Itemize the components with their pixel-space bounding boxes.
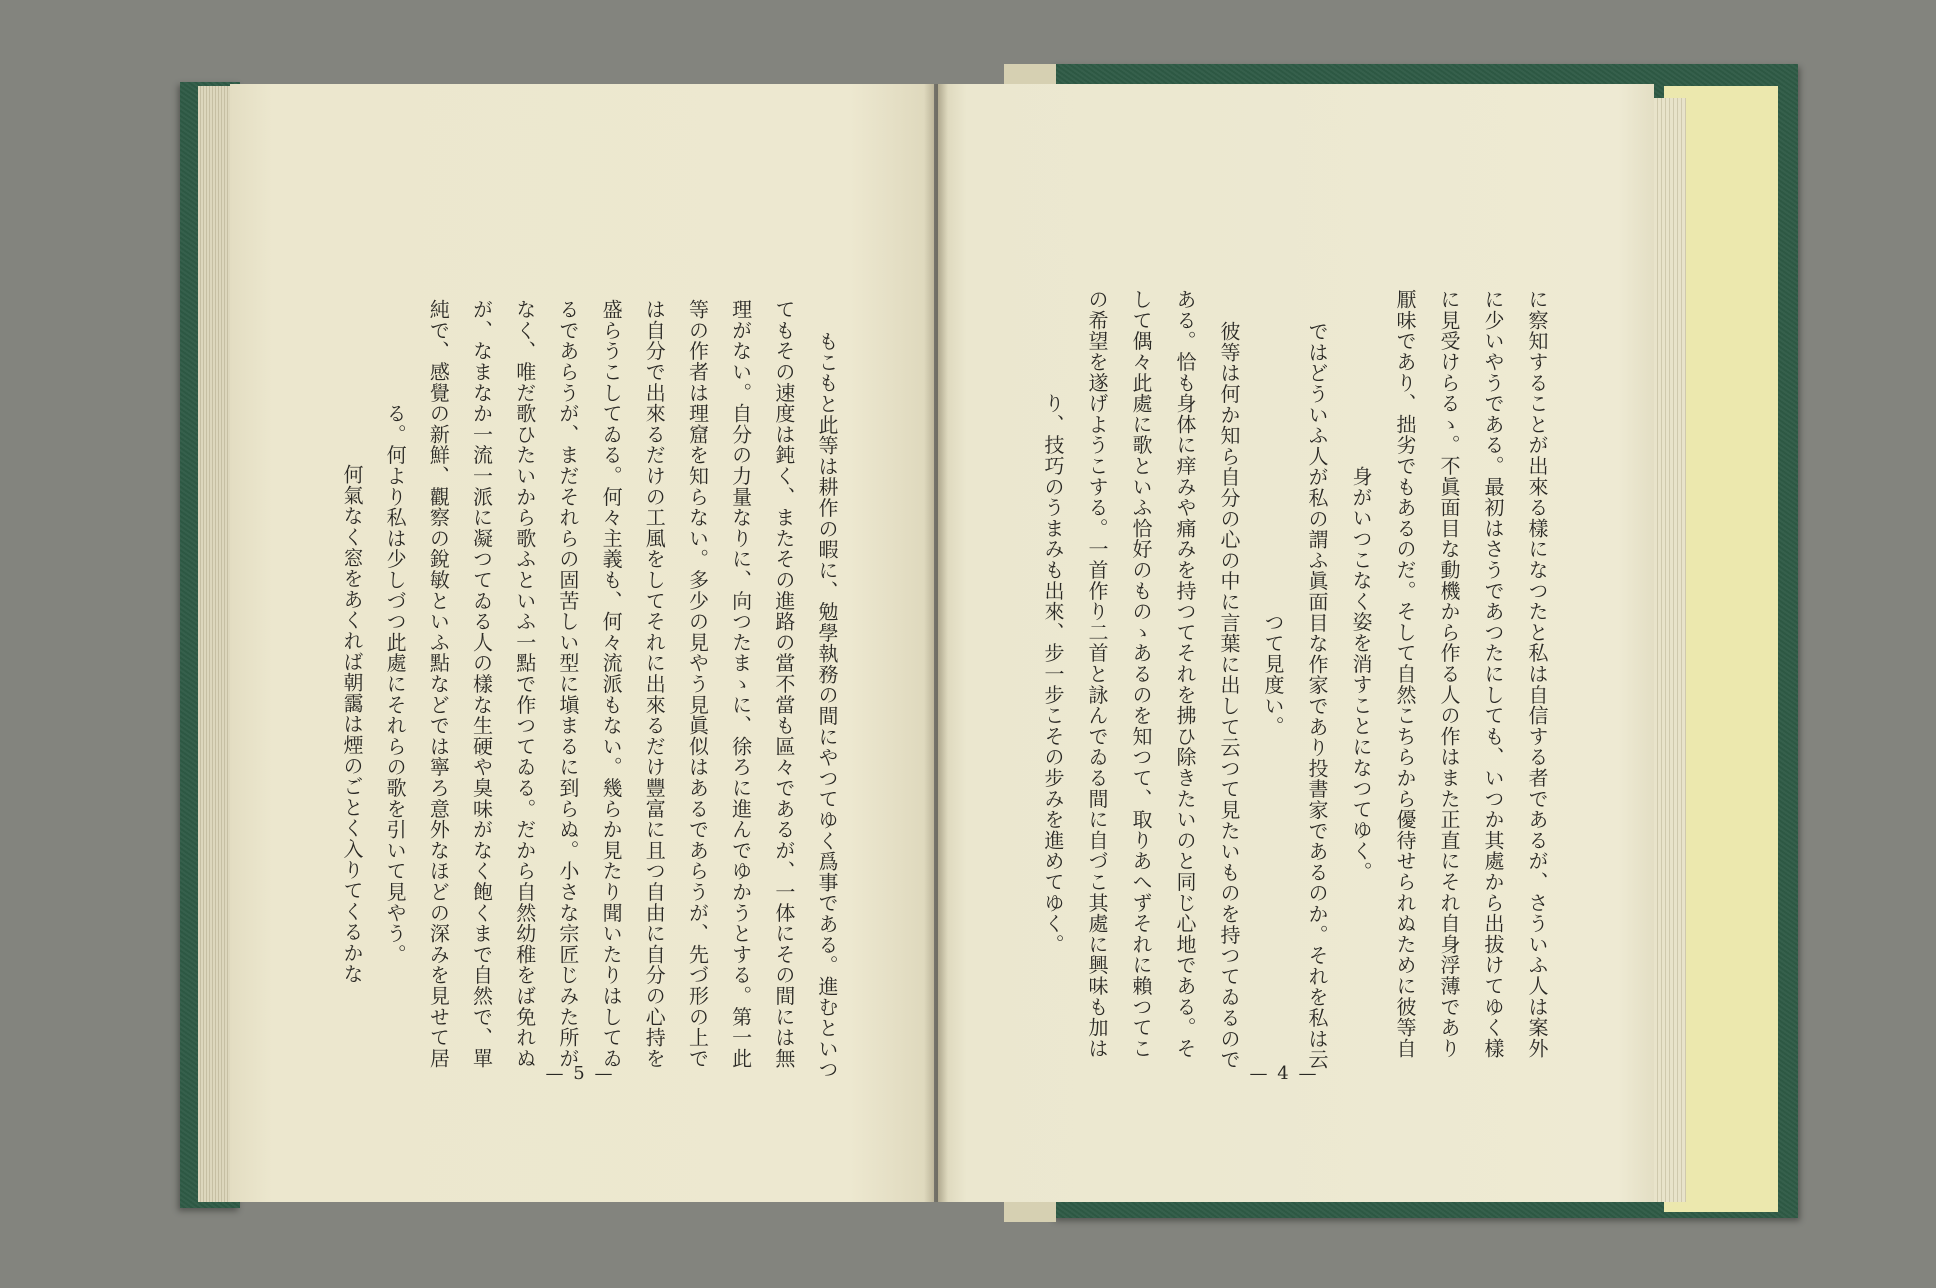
page-edges-left bbox=[198, 86, 232, 1202]
text-column: して偶々此處に歌といふ恰好のものゝあるのを知つて、取りあへずそれに賴つてこ bbox=[1129, 289, 1153, 1059]
text-column: に察知することが出來る樣になつたと私は自信する者であるが、さういふ人は案外 bbox=[1525, 289, 1549, 1059]
page-number: — 4 — bbox=[1249, 1063, 1319, 1084]
text-column: る。何より私は少しづつ此處にそれらの歌を引いて見やう。 bbox=[383, 403, 408, 965]
page-5-text bbox=[318, 284, 837, 1084]
text-column: もこもと此等は耕作の暇に、勉學執務の間にやつてゆく爲事である。進むといつ bbox=[815, 330, 839, 1080]
text-column: の希望を遂げようこする。一首作り二首と詠んでゐる間に自づこ其處に興味も加は bbox=[1085, 289, 1109, 1059]
page-number: — 5 — bbox=[545, 1063, 615, 1084]
text-column: が、なまなか一流一派に凝つてゐる人の樣な生硬や臭味がなく飽くまで自然で、單 bbox=[469, 299, 494, 1069]
book-gutter bbox=[924, 84, 948, 1202]
text-column: は自分で出來るだけの工風をしてそれに出來るだけ豐富に且つ自由に自分の心持を bbox=[642, 299, 667, 1069]
text-column: 理がない。自分の力量なりに、向つたまゝに、徐ろに進んでゆかうとする。第一此 bbox=[728, 299, 753, 1069]
text-column: 盛らうこしてゐる。何々主義も、何々流派もない。幾らか見たり聞いたりはしてゐ bbox=[599, 299, 624, 1069]
text-column: に見受けらるゝ。不眞面目な動機から作る人の作はまた正直にそれ自身浮薄であり bbox=[1437, 289, 1461, 1059]
text-column: るであらうが、まだそれらの固苦しい型に塡まるに到らぬ。小さな宗匠じみた所が bbox=[555, 299, 580, 1069]
text-column: ではどういふ人が私の謂ふ眞面目な作家であり投書家であるのか。それを私は云 bbox=[1305, 320, 1329, 1070]
page-4-text bbox=[1019, 274, 1547, 1074]
text-column: 厭味であり、拙劣でもあるのだ。そして自然こちらから優待せられぬために彼等自 bbox=[1393, 289, 1417, 1059]
text-column: 彼等は何か知ら自分の心の中に言葉に出して云つて見たいものを持つてゐるので bbox=[1217, 320, 1241, 1070]
text-column: てもその速度は鈍く、またその進路の當不當も區々であるが、一体にその間には無 bbox=[771, 299, 796, 1069]
page-edges-right bbox=[1650, 98, 1686, 1202]
text-column: なく、唯だ歌ひたいから歌ふといふ一點で作つてゐる。だから自然幼稚をば免れぬ bbox=[512, 299, 537, 1069]
text-column: 身がいつこなく姿を消すことになつてゆく。 bbox=[1349, 466, 1373, 882]
text-column: 等の作者は理窟を知らない。多少の見やう見眞似はあるであらうが、先づ形の上で bbox=[685, 299, 710, 1069]
text-column: つて見度い。 bbox=[1261, 611, 1285, 737]
text-column: ある。恰も身体に痒みや痛みを持つてそれを拂ひ除きたいのと同じ心地である。そ bbox=[1173, 289, 1197, 1059]
poem-column: 何氣なく窓をあくれば朝靄は煙のごとく入りてくるかな bbox=[339, 464, 364, 984]
text-column: 純で、感覺の新鮮、觀察の銳敏といふ點などでは寧ろ意外なほどの深みを見せて居 bbox=[426, 299, 451, 1069]
text-column: り、技巧のうまみも出來、步一步こその步みを進めてゆく。 bbox=[1041, 393, 1065, 955]
text-column: に少いやうである。最初はさうであつたにしても、いつか其處から出拔けてゆく樣 bbox=[1481, 289, 1505, 1059]
